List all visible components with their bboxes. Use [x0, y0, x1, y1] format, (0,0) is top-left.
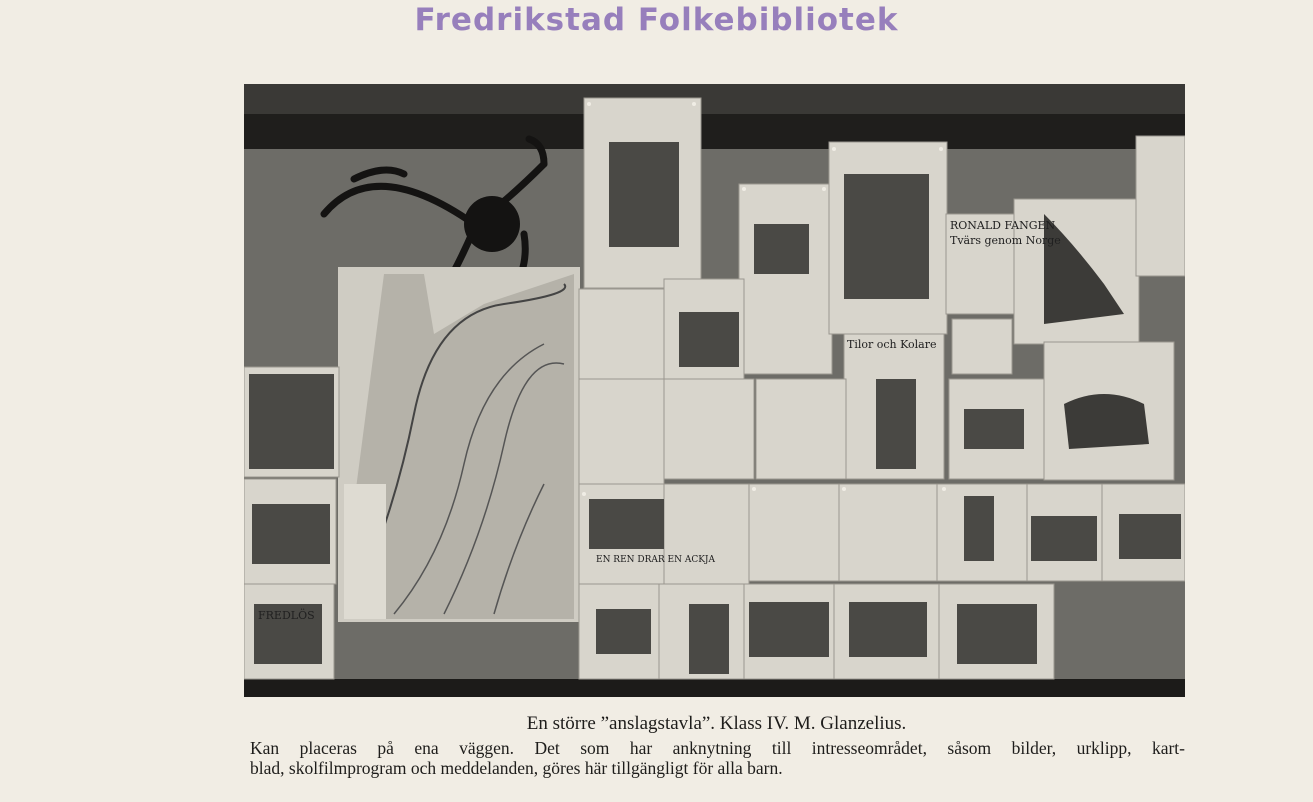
caption-body: [250, 738, 1185, 778]
poster-text-tilor: Tilor och Kolare: [847, 338, 937, 351]
caption-title: En större ”anslagstavla”. Klass IV. M. Glanzelius.: [526, 713, 907, 734]
poster-text-fangen: RONALD FANGEN: [950, 219, 1056, 232]
caption-line-2: blad, skolfilmprogram och meddelanden, göres här tillgängligt för alla barn.: [250, 758, 783, 778]
poster-text-fredlos: FREDLÖS: [258, 609, 315, 622]
bulletin-board-photo: [244, 84, 1185, 697]
map-of-norway: [338, 267, 580, 622]
poster-text-ackja: EN REN DRAR EN ACKJA: [596, 555, 716, 565]
poster-text-tvars: Tvärs genom Norge: [950, 234, 1061, 247]
library-stamp: Fredrikstad Folkebibliotek: [414, 2, 899, 38]
caption-line-1: Kan placeras på ena väggen. Det som har anknytning till intresseområdet, såsom bilder, urklipp, kart-: [250, 738, 1185, 758]
